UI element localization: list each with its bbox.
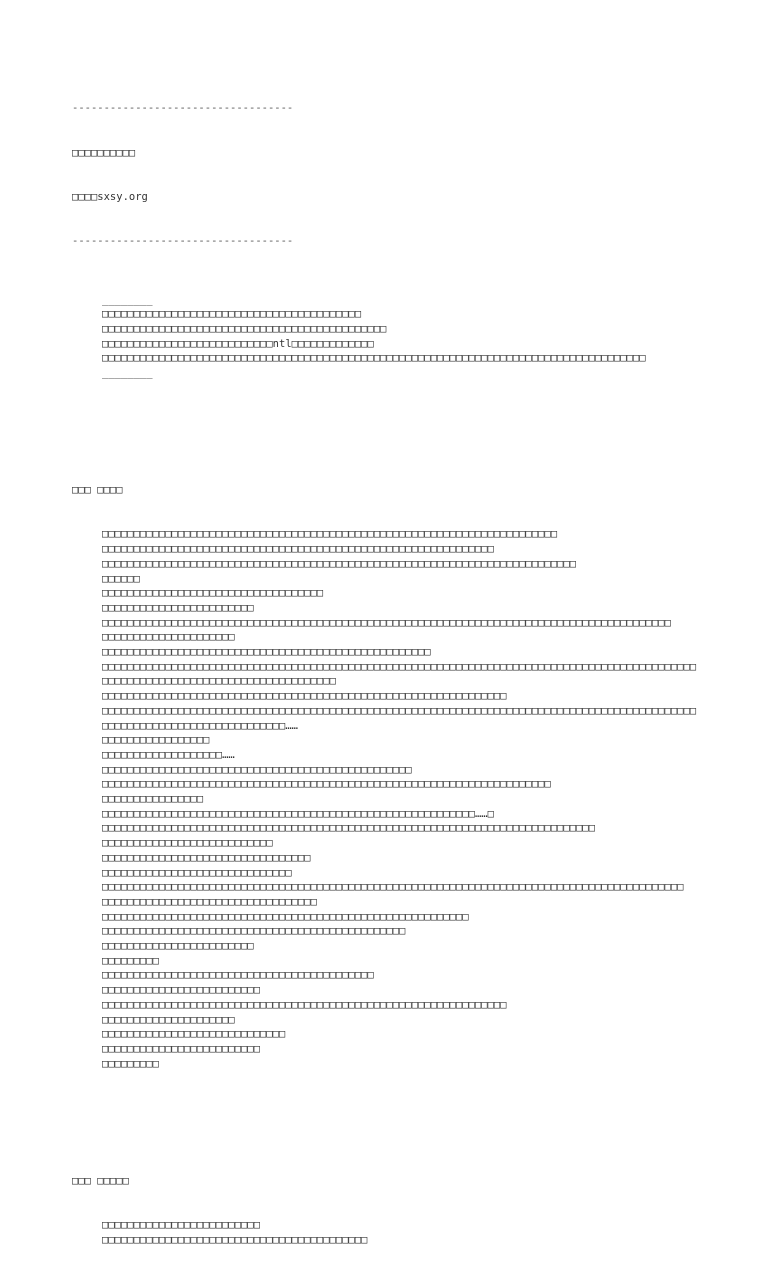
header-rule-top: ----------------------------------- [72,102,294,115]
paragraph: □□□□□□□□□□□□□□□□□□□□□□□□ [102,601,254,614]
paragraph: □□□□□□□□□□□□□□□□□□□□□□□□□□□□□□□□□□□□□□□□□□□□□□□□□□□□□□□□□□□□□□□□□□□□□□□□□□□□□□□□□□□□□□□□□□□□□□ [102,660,697,673]
paragraph: □□□□□□□□□□□□□□□□□□□□□□□□□□□□□□ [102,866,292,879]
paragraph: □□□□□□□□□□□□□□□□□□□□□□□□□□□□□□□□□□ [102,895,317,908]
intro-line: □□□□□□□□□□□□□□□□□□□□□□□□□□□□□□□□□□□□□□□□□□□□□ [102,322,387,335]
paragraph: □□□□□□□□□□□□□□□□□□□□□□□□□□□□□□□□□□□□□□□□□□□□□□□□□□□□□□□□□□□□□□□□□□□□□□□ [102,778,551,791]
document-page [72,72,700,1262]
paragraph: □□□□□□□□□□□□□□□□□□□□□□□□□□□□□□□□□□□□□□□□□□□□□□□□□□□□□□□□□□□□□□□□□□□□□□□□□□□□□□□□□□□□□□□□□□ [102,616,671,629]
paragraph: □□□□□□□□□ [102,1057,159,1070]
intro-line: □□□□□□□□□□□□□□□□□□□□□□□□□□□□□□□□□□□□□□□□□ [102,308,362,321]
chapter-title: □□□ □□□□ [72,484,123,497]
paragraph: □□□□□□□□□□□□□□□□□□□□□□□□□□□□□□□□□□□□□□□□□□□□□□□□□□□□ [102,646,431,659]
intro-block [72,293,700,381]
paragraph: □□□□□□□□□□□□□□□□□□□□□□□□□□□□□□□□□□□□□□□□□□□□□□□□□□□□□□□□□□□□□□□□□□□□□□□□ [102,528,558,541]
paragraph: □□□□□□□□□□□□□□□□□□□□□□□□□ [102,1043,261,1055]
paragraph: □□□□□□□□□□□□□□□□□□□□□□□□□□□□□ [102,1028,286,1041]
paragraph: □□□□□□□□□□□□□□□□□□□□□□□□□□□□□□□□□□□□□□□□□□□□□□□□□□□□□□□□□□□□□□□□□□□□□□□□□□□□□□□□□□□□□□□□□□□□□□□□□□□□□□□□□□□□□□□□□□□□□□□□□□□…… [102,704,697,732]
paragraph: □□□□□□□□□□□□□□□□□□□□□□□□□ [102,1219,261,1232]
section-gap [72,1116,700,1145]
paragraph: □□□□□□□□□□□□□□□□□□□□□□□□□□□□□□□□□□□□□□□□□□□□□□□□□□□□□□□□□□□□□□□□ [102,690,507,703]
paragraph: □□□□□□□□□□□□□□□□□□□□□□□□□□□□□□□□□□□□□□□□□□□□□□□□□□□□□□□□□□□□□□□□□□□□□□□□□□□□□□□□□□□□□□□□□□□□ [102,881,684,894]
intro-line: ________ [102,367,153,380]
paragraph: □□□□□□□□□ [102,954,159,967]
header-line: □□□□□□□□□□ [72,146,136,159]
chapter-body [72,527,700,1071]
intro-line: ________ [102,293,153,306]
chapter-body [72,1218,700,1247]
header-rule-bottom: ----------------------------------- [72,234,294,247]
paragraph: □□□□□□□□□□□□□□□□□□□□□□□□□□□□□□□□□□□□□□□□□□□□□□□□□ [102,763,412,776]
paragraph: □□□□□□□□□□□□□□□□□□□□□ [102,1013,235,1026]
paragraph: □□□□□□□□□□□□□□□□□□□□□□□□□□□□□□□□□□□□□□□□□□□ [102,969,374,982]
section-gap [72,425,700,454]
paragraph: □□□□□□□□□□□□□□□□□□□□□□□□□□□□□□□□□□□□□□□□□□□□□□□□□□□□□□□□□□□□□□□□ [102,998,507,1011]
paragraph: □□□□□□□□□□□□□□□□□□□□□□□□□□□□□□□□□□□□□□□□□□ [102,1233,368,1246]
paragraph: □□□□□□□□□□□□□□□□□□□□□□□□□□□□□□□□□□□□□□□□□□□□□□□□□□□□□□□□□□□……□ [102,807,494,820]
paragraph: □□□□□□□□□□□□□□□□□□□□□□□□□□□□□□□□□□□□□ [102,675,336,688]
paragraph: □□□□□□□□□□□□□□□□□□□□□□□□□□□□□□□□□ [102,851,311,864]
paragraph: □□□□□□□□□□□□□□□□□□□□□□□□ [102,940,254,953]
chapter-title: □□□ □□□□□ [72,1174,129,1187]
paragraph: □□□□□□□□□□□□□□□□□□□□□□□□□□□□□□□□□□□□□□□□□□□□□□□□□□□□□□□□□□□□□□ [102,543,494,556]
paragraph: □□□□□□□□□□□□□□□□□□□□□□□□□□□□□□□□□□□□□□□□□□□□□□□□ [102,925,406,938]
paragraph: □□□□□□□□□□□□□□□□□□□□□□□□□ [102,984,261,997]
paragraph: □□□□□□□□□□□□□□□□□□□□□ [102,631,235,644]
paragraph: □□□□□□□□□□□□□□□□□□□□□□□□□□□ [102,837,273,850]
paragraph: □□□□□□ [102,572,140,585]
paragraph: □□□□□□□□□□□□□□□□ [102,793,204,806]
paragraph: □□□□□□□□□□□□□□□□□□□□□□□□□□□□□□□□□□□□□□□□□□□□□□□□□□□□□□□□□□ [102,910,469,923]
paragraph: □□□□□□□□□□□□□□□□□□□□□□□□□□□□□□□□□□□ [102,587,324,600]
paragraph: □□□□□□□□□□□□□□□□□□□□□□□□□□□□□□□□□□□□□□□□□□□□□□□□□□□□□□□□□□□□□□□□□□□□□□□□□□□ [102,557,577,570]
paragraph: □□□□□□□□□□□□□□□□□□□□□□□□□□□□□□□□□□□□□□□□□□□□□□□□□□□□□□□□□□□□□□□□□□□□□□□□□□□□□□ [102,822,596,835]
intro-line: □□□□□□□□□□□□□□□□□□□□□□□□□□□ntl□□□□□□□□□□□□□ [102,337,374,350]
intro-line: □□□□□□□□□□□□□□□□□□□□□□□□□□□□□□□□□□□□□□□□□□□□□□□□□□□□□□□□□□□□□□□□□□□□□□□□□□□□□□□□□□□□□□ [102,352,646,365]
header-site-line: □□□□sxsy.org [72,190,148,203]
paragraph: □□□□□□□□□□□□□□□□□□□…… [102,748,235,761]
paragraph: □□□□□□□□□□□□□□□□□ [102,734,210,747]
